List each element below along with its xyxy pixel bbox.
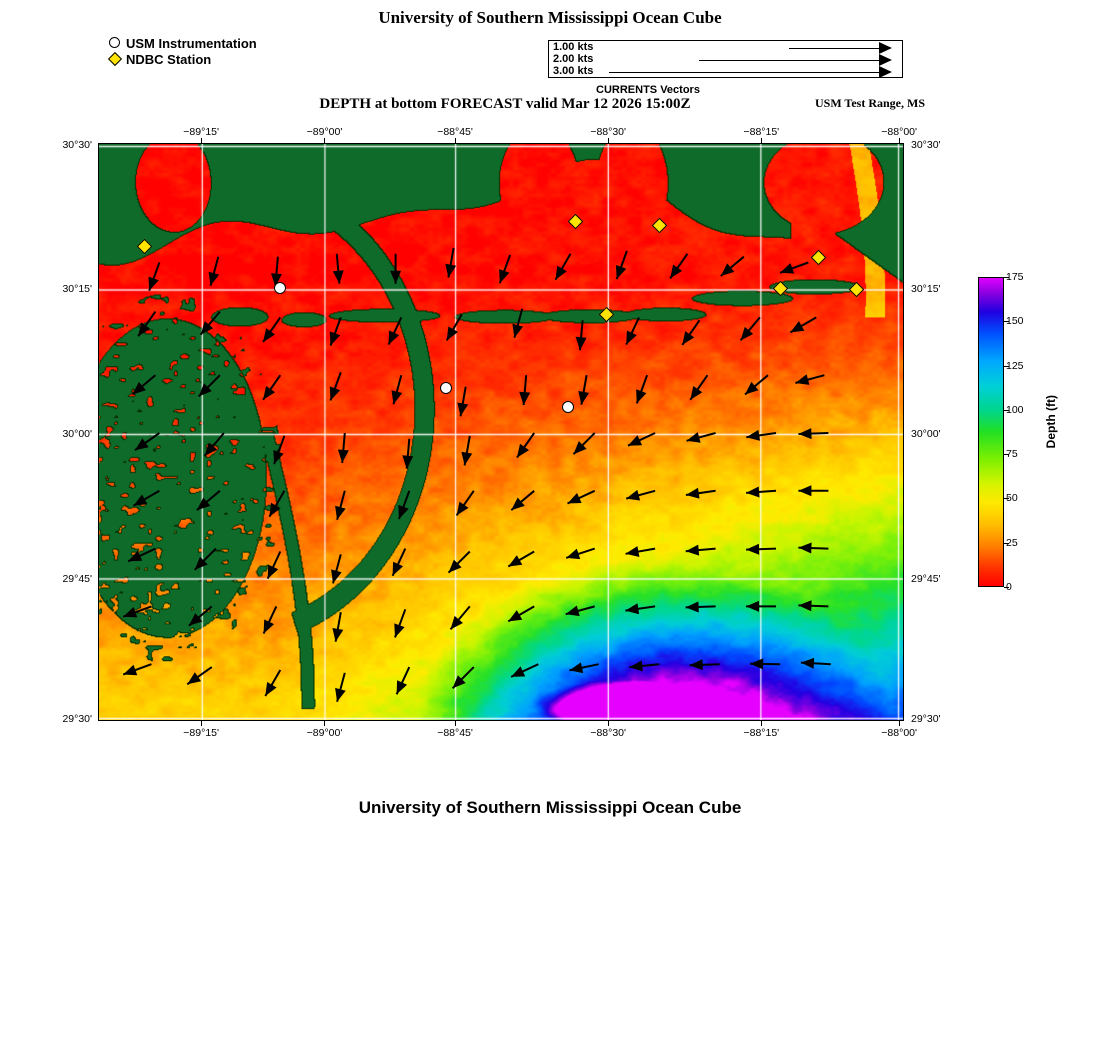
vector-scale-row: [549, 42, 902, 54]
x-axis-tick-label: −89°00': [306, 727, 343, 739]
x-axis-tick-mark: [899, 721, 900, 726]
colorbar-gradient: [978, 277, 1004, 587]
y-axis-tick-label: 29°45': [911, 572, 941, 585]
y-axis-tick-label: 30°15': [911, 282, 941, 295]
x-axis-tick-label: −89°15': [183, 727, 220, 739]
y-axis-tick-label: 29°30': [911, 713, 941, 726]
usm-instrumentation-center[interactable]: [440, 382, 452, 394]
x-axis-tick-label: −88°45': [437, 727, 473, 739]
map-legend: [108, 36, 257, 68]
x-axis-tick-mark: [899, 138, 900, 143]
depth-map[interactable]: [98, 143, 904, 721]
page-footer-title: University of Southern Mississippi Ocean Cube: [358, 798, 742, 817]
colorbar-tick-label: 0: [1006, 581, 1012, 593]
vector-scale-label: 1.00 kts: [553, 41, 594, 53]
y-axis-tick-label: 30°00': [911, 428, 941, 441]
usm-instrumentation-north[interactable]: [274, 282, 286, 294]
y-axis-tick-label: 30°15': [62, 282, 92, 295]
x-axis-tick-label: −88°30': [590, 126, 627, 138]
colorbar-tick-label: 25: [1006, 536, 1018, 549]
vector-scale-row: [549, 66, 902, 78]
ndbc-station-horn-island[interactable]: [599, 307, 615, 323]
ndbc-station-dauphin[interactable]: [811, 250, 827, 266]
x-axis-tick-mark: [201, 138, 202, 143]
x-axis-tick-mark: [455, 721, 456, 726]
y-axis-tick-label: 29°30': [62, 713, 92, 726]
diamond-marker-icon: [108, 52, 126, 67]
colorbar-tick-label: 100: [1006, 403, 1024, 416]
legend-item-usm: [108, 36, 257, 51]
x-axis-tick-label: −88°00': [881, 727, 918, 739]
x-axis-tick-label: −88°15': [743, 727, 780, 739]
legend-item-label: NDBC Station: [126, 52, 212, 67]
vector-key-caption: CURRENTS Vectors: [596, 84, 700, 96]
usm-instrumentation-east[interactable]: [562, 401, 574, 413]
ndbc-station-pascagoula[interactable]: [652, 218, 668, 234]
x-axis-tick-mark: [324, 721, 325, 726]
y-axis-tick-label: 30°30': [911, 139, 941, 152]
colorbar-tick-label: 75: [1006, 448, 1018, 461]
circle-marker-icon: [108, 36, 126, 51]
x-axis-tick-mark: [608, 138, 609, 143]
ndbc-station-mobile-point[interactable]: [849, 282, 865, 298]
x-axis-tick-label: −88°45': [437, 126, 473, 138]
x-axis-tick-mark: [761, 138, 762, 143]
colorbar-tick-label: 125: [1006, 359, 1024, 372]
ndbc-station-mobile-bay[interactable]: [773, 281, 789, 297]
vector-scale-row: [549, 54, 902, 66]
x-axis-tick-mark: [324, 138, 325, 143]
x-axis-tick-mark: [455, 138, 456, 143]
legend-item-ndbc: [108, 52, 257, 67]
colorbar-title: Depth (ft): [1044, 395, 1058, 449]
colorbar-tick-label: 50: [1006, 492, 1018, 505]
colorbar-tick-label: 175: [1006, 271, 1024, 283]
legend-item-label: USM Instrumentation: [126, 36, 257, 51]
ndbc-station-biloxi[interactable]: [568, 214, 584, 230]
vector-scale-label: 2.00 kts: [553, 53, 594, 65]
station-markers-layer: [99, 144, 903, 720]
y-axis-tick-label: 30°00': [62, 428, 92, 441]
y-axis-tick-label: 30°30': [62, 139, 92, 152]
map-subtitle: DEPTH at bottom FORECAST valid Mar 12 2026 15:00Z: [319, 96, 691, 112]
ndbc-station-waveland[interactable]: [136, 239, 152, 255]
region-label: USM Test Range, MS: [814, 96, 925, 110]
x-axis-tick-mark: [761, 721, 762, 726]
x-axis-tick-mark: [201, 721, 202, 726]
page-title: University of Southern Mississippi Ocean Cube: [378, 8, 722, 27]
vector-scale-label: 3.00 kts: [553, 65, 594, 77]
x-axis-tick-mark: [608, 721, 609, 726]
current-vector-scale-key: [548, 40, 903, 78]
x-axis-tick-label: −89°00': [306, 126, 343, 138]
x-axis-tick-label: −88°00': [881, 126, 918, 138]
colorbar-tick-label: 150: [1006, 315, 1024, 328]
x-axis-tick-label: −89°15': [183, 126, 220, 138]
y-axis-tick-label: 29°45': [62, 572, 92, 585]
x-axis-tick-label: −88°15': [743, 126, 780, 138]
x-axis-tick-label: −88°30': [590, 727, 627, 739]
